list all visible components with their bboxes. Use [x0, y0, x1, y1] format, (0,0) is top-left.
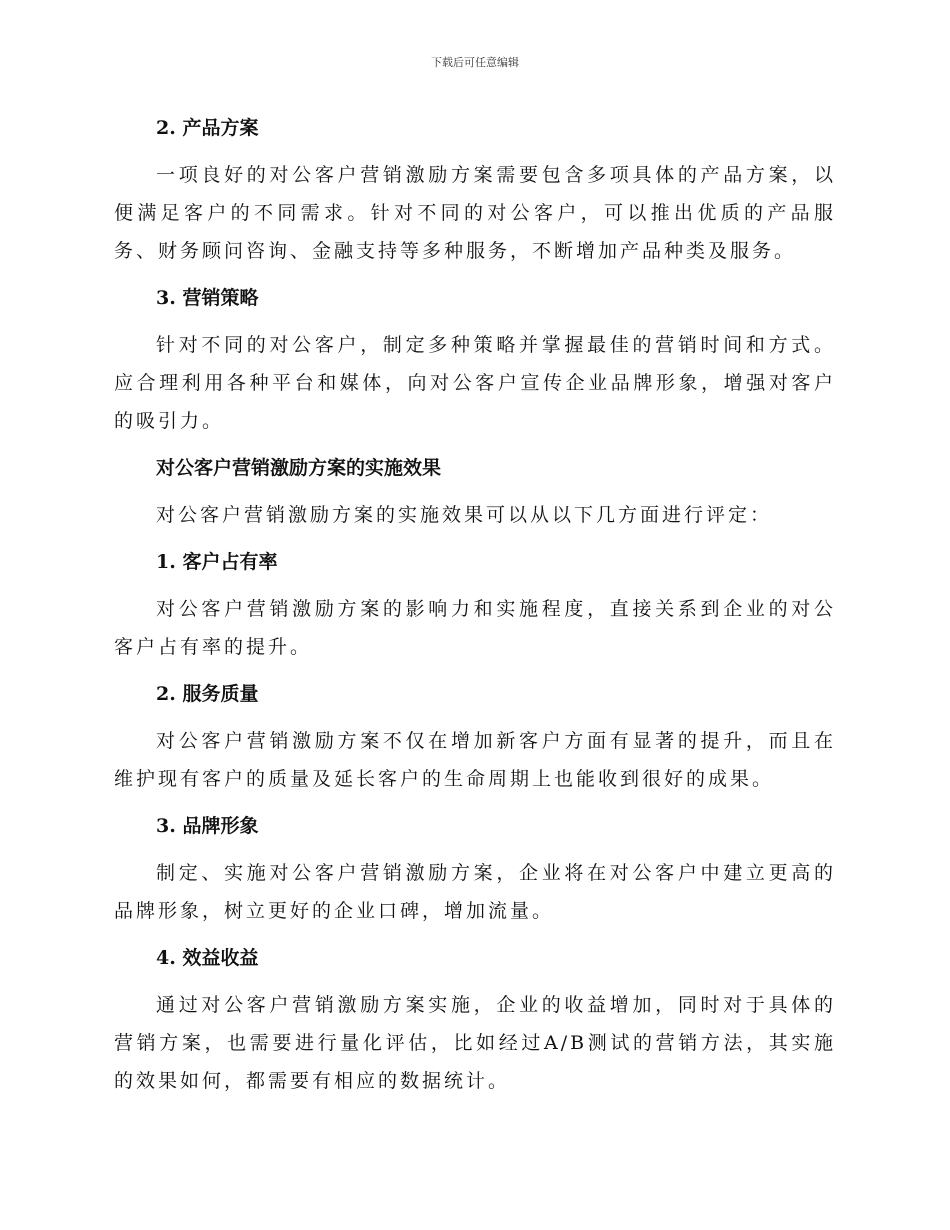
heading-marketing-strategy: 3. 营销策略 [156, 287, 259, 309]
document-body [114, 112, 836, 1112]
page-header-note: 下载后可任意编辑 [431, 56, 519, 69]
paragraph-benefit-revenue: 通过对公客户营销激励方案实施，企业的收益增加，同时对于具体的营销方案，也需要进行量化评估，比如经过A/B测试的营销方法，其实施的效果如何，都需要有相应的数据统计。 [114, 994, 836, 1092]
paragraph-service-quality: 对公客户营销激励方案不仅在增加新客户方面有显著的提升，而且在维护现有客户的质量及延长客户的生命周期上也能收到很好的成果。 [114, 730, 836, 790]
heading-product-plan: 2. 产品方案 [156, 117, 259, 139]
paragraph-brand-image: 制定、实施对公客户营销激励方案，企业将在对公客户中建立更高的品牌形象，树立更好的企业口碑，增加流量。 [114, 862, 836, 922]
heading-implementation-effect: 对公客户营销激励方案的实施效果 [156, 457, 442, 479]
heading-brand-image: 3. 品牌形象 [156, 815, 259, 837]
heading-customer-share: 1. 客户占有率 [156, 551, 278, 573]
paragraph-implementation-intro: 对公客户营销激励方案的实施效果可以从以下几方面进行评定： [156, 504, 773, 526]
paragraph-customer-share: 对公客户营销激励方案的影响力和实施程度，直接关系到企业的对公客户占有率的提升。 [114, 598, 836, 658]
heading-service-quality: 2. 服务质量 [156, 683, 259, 705]
heading-benefit-revenue: 4. 效益收益 [156, 947, 259, 969]
paragraph-product-plan: 一项良好的对公客户营销激励方案需要包含多项具体的产品方案，以便满足客户的不同需求。针对不同的对公客户，可以推出优质的产品服务、财务顾问咨询、金融支持等多种服务，不断增加产品种类及服务。 [114, 164, 836, 262]
paragraph-marketing-strategy: 针对不同的对公客户，制定多种策略并掌握最佳的营销时间和方式。应合理利用各种平台和媒体，向对公客户宣传企业品牌形象，增强对客户的吸引力。 [114, 334, 836, 432]
